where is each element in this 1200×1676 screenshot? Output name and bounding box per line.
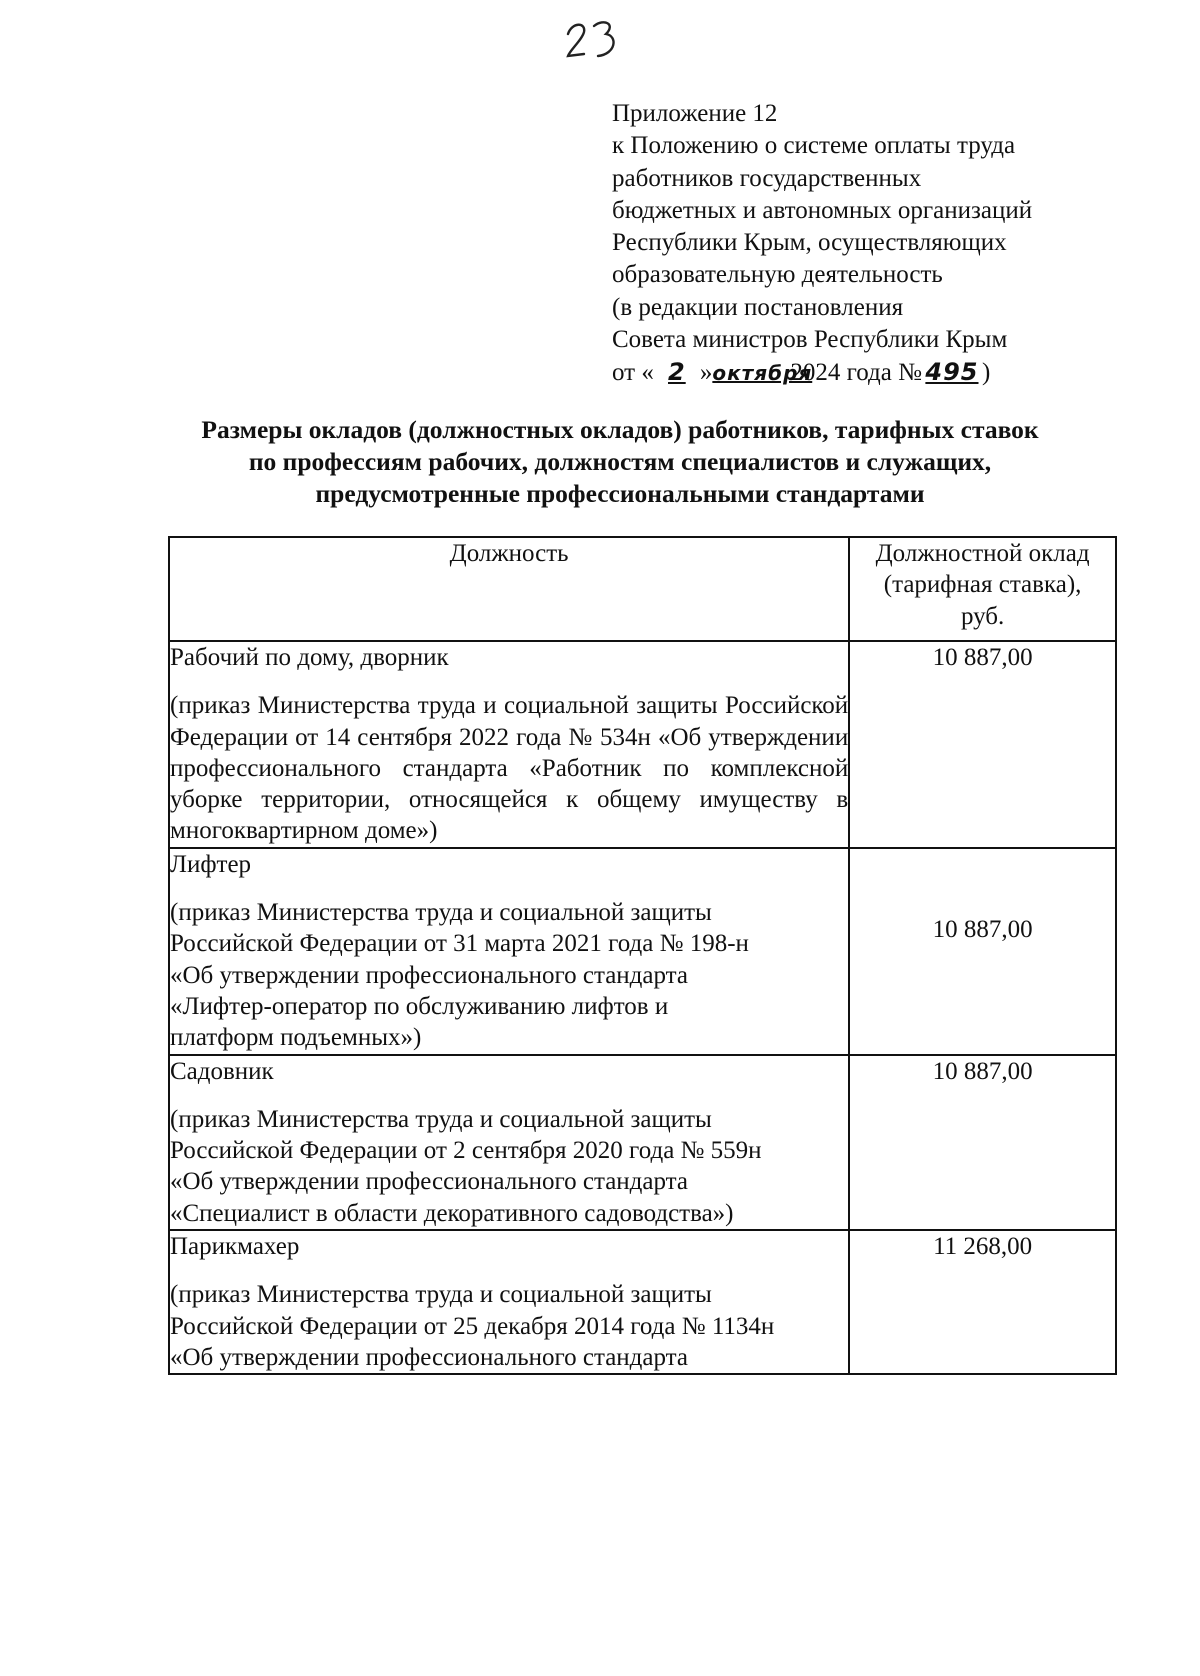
- table-row: [169, 1230, 1116, 1374]
- order-line: «Специалист в области декоративного садоводства»): [170, 1199, 734, 1227]
- position-cell: [169, 641, 849, 848]
- date-year-label: 2024 года №: [790, 359, 922, 387]
- order-line: Российской Федерации от 2 сентября 2020 года № 559н: [170, 1137, 762, 1165]
- date-suffix: ): [981, 359, 991, 387]
- header-salary-line: (тарифная ставка),: [883, 571, 1082, 599]
- position-order: (приказ Министерства труда и социальной защиты Российской Федерации от 14 сентября 2022 года № 534н «Об утверждении профессионального стандарта «Работник по комплексной уборке территории, относящейся к общему имуществу в многоквартирном доме»): [170, 692, 849, 845]
- appendix-line: образовательную деятельность: [612, 261, 943, 289]
- title-line: по профессиям рабочих, должностям специалистов и служащих,: [248, 447, 992, 476]
- position-cell: [169, 1230, 849, 1374]
- order-line: (приказ Министерства труда и социальной защиты: [170, 899, 712, 927]
- handwritten-month: октября: [712, 361, 813, 386]
- header-position: Должность: [169, 537, 849, 641]
- position-cell: [169, 1055, 849, 1230]
- date-separator: »: [699, 359, 713, 387]
- document-title: [140, 414, 1100, 510]
- position-name: Парикмахер: [170, 1233, 300, 1261]
- appendix-line: к Положению о системе оплаты труда: [612, 132, 1016, 160]
- salary-value: 10 887,00: [849, 1055, 1116, 1230]
- date-prefix: от «: [612, 359, 654, 387]
- header-salary-line: руб.: [960, 602, 1005, 630]
- order-line: «Об утверждении профессионального стандарта: [170, 961, 688, 989]
- table-row: [169, 641, 1116, 848]
- appendix-line: Совета министров Республики Крым: [612, 326, 1008, 354]
- appendix-line: Приложение 12: [612, 100, 778, 127]
- appendix-line: работников государственных: [612, 164, 922, 192]
- header-salary: [849, 537, 1116, 641]
- title-line: Размеры окладов (должностных окладов) работников, тарифных ставок: [201, 415, 1039, 444]
- header-salary-line: Должностной оклад: [875, 540, 1090, 567]
- order-line: «Об утверждении профессионального стандарта: [170, 1168, 688, 1196]
- title-line: предусмотренные профессиональными стандартами: [315, 479, 925, 508]
- appendix-line: (в редакции постановления: [612, 293, 904, 321]
- table-header-row: [169, 537, 1116, 641]
- table-row: [169, 848, 1116, 1055]
- salary-value: 10 887,00: [849, 641, 1116, 848]
- handwritten-number: 495: [925, 358, 979, 387]
- position-cell: [169, 848, 849, 1055]
- salary-table: [168, 536, 1117, 1375]
- position-name: Лифтер: [170, 850, 252, 878]
- order-line: Российской Федерации от 31 марта 2021 года № 198-н: [170, 930, 749, 958]
- table-row: [169, 1055, 1116, 1230]
- order-line: платформ подъемных»): [170, 1024, 422, 1052]
- appendix-date-line: [612, 356, 1132, 389]
- order-line: «Лифтер-оператор по обслуживанию лифтов и: [170, 992, 669, 1020]
- order-line: (приказ Министерства труда и социальной защиты: [170, 1105, 712, 1133]
- position-name: Садовник: [170, 1057, 274, 1085]
- handwritten-day: 2: [668, 358, 686, 387]
- handwritten-page-number: [560, 12, 630, 64]
- position-name: Рабочий по дому, дворник: [170, 644, 449, 671]
- order-line: Российской Федерации от 25 декабря 2014 года № 1134н: [170, 1312, 775, 1340]
- salary-value: 11 268,00: [849, 1230, 1116, 1374]
- salary-value: 10 887,00: [849, 848, 1116, 1055]
- appendix-line: Республики Крым, осуществляющих: [612, 229, 1007, 257]
- appendix-line: бюджетных и автономных организаций: [612, 196, 1033, 224]
- order-line: «Об утверждении профессионального стандарта: [170, 1343, 688, 1371]
- order-line: (приказ Министерства труда и социальной защиты: [170, 1281, 712, 1309]
- appendix-header: [612, 98, 1132, 390]
